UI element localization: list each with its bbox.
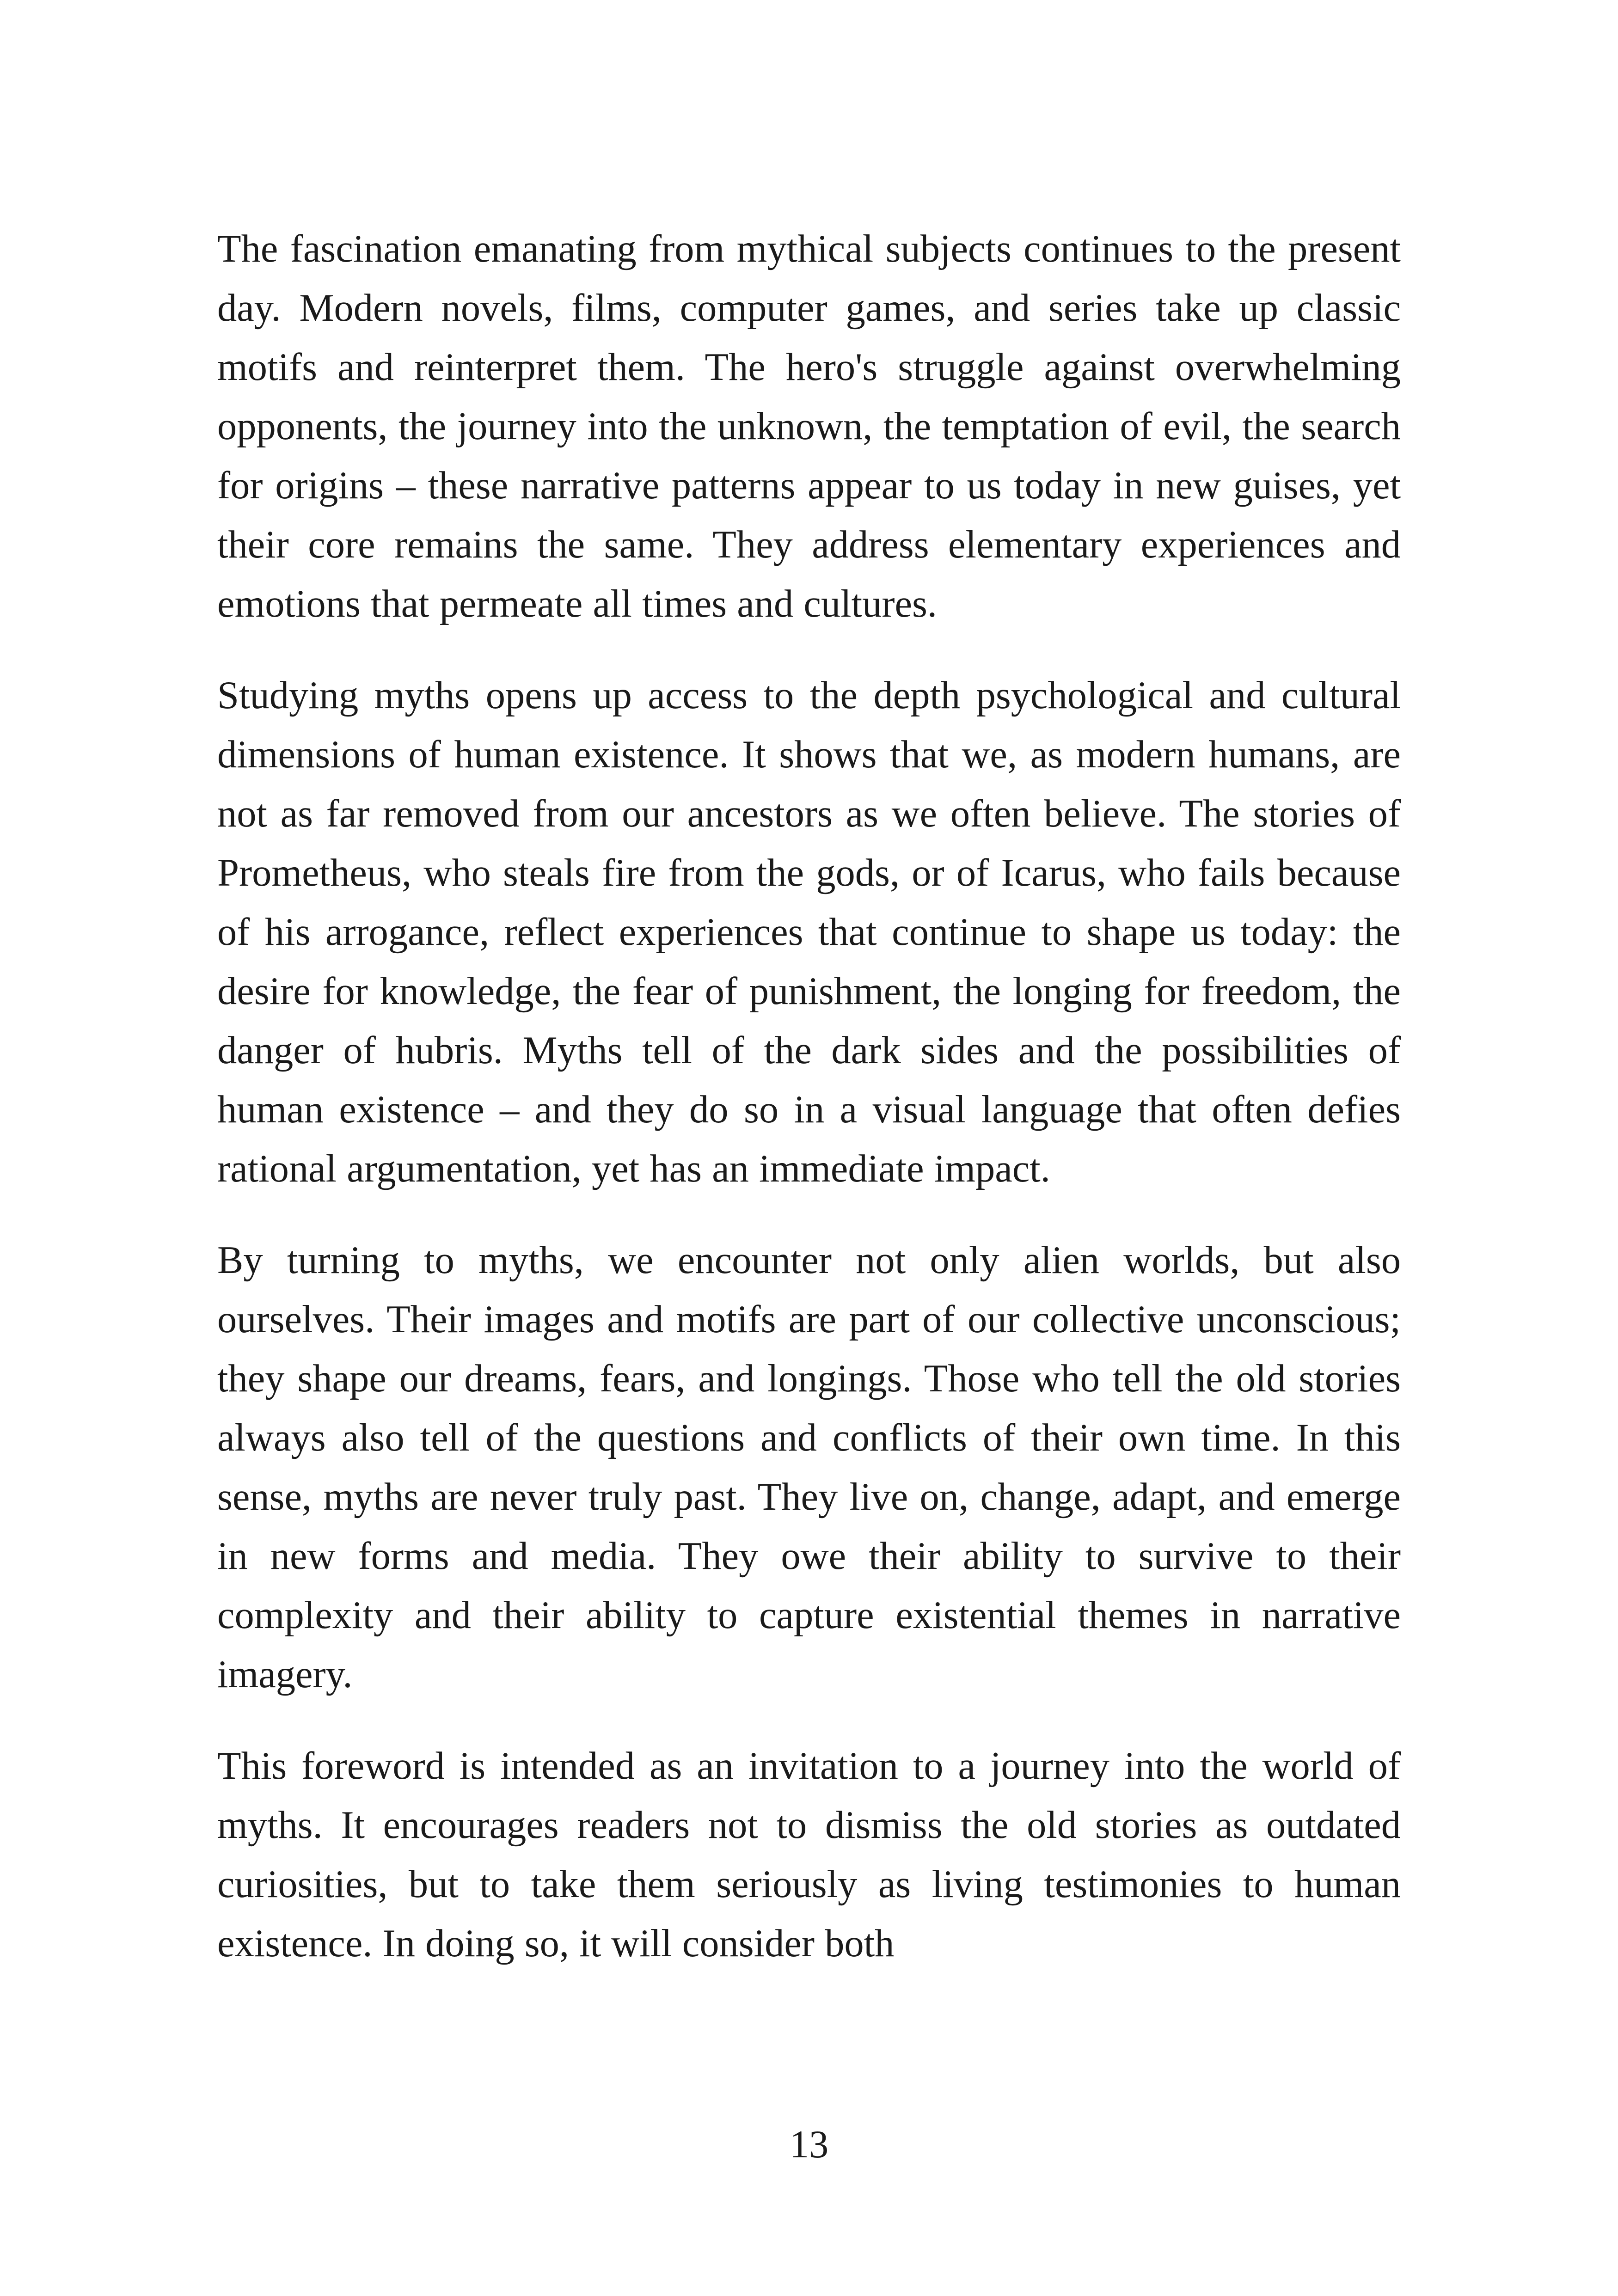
page-number: 13 [789, 2123, 829, 2166]
paragraph-2: Studying myths opens up access to the depth psychological and cultural dimensions of human existence. It shows that we, as modern humans, are not as far removed from our ancestors as we often believe. The stories of Prometheus, who steals fire from the gods, or of Icarus, who fails because of his arrogance, reflect experiences that continue to shape us today: the desire for knowledge, the fear of punishment, the longing for freedom, the danger of hubris. Myths tell of the dark sides and the possibilities of human existence – and they do so in a visual language that often defies rational argumentation, yet has an immediate impact. [217, 674, 1401, 1190]
body-text [217, 220, 1401, 1973]
paragraph-4: This foreword is intended as an invitation to a journey into the world of myths. It encourages readers not to dismiss the old stories as outdated curiosities, but to take them seriously as living testimonies to human existence. In doing so, it will consider both [217, 1745, 1401, 1965]
paragraph-3: By turning to myths, we encounter not only alien worlds, but also ourselves. Their images and motifs are part of our collective unconscious; they shape our dreams, fears, and longings. Those who tell the old stories always also tell of the questions and conflicts of their own time. In this sense, myths are never truly past. They live on, change, adapt, and emerge in new forms and media. They owe their ability to survive to their complexity and their ability to capture existential themes in narrative imagery. [217, 1239, 1401, 1696]
paragraph-1: The fascination emanating from mythical subjects continues to the present day. Modern novels, films, computer games, and series take up classic motifs and reinterpret them. The hero's struggle against overwhelming opponents, the journey into the unknown, the temptation of evil, the search for origins – these narrative patterns appear to us today in new guises, yet their core remains the same. They address elementary experiences and emotions that permeate all times and cultures. [217, 227, 1401, 625]
